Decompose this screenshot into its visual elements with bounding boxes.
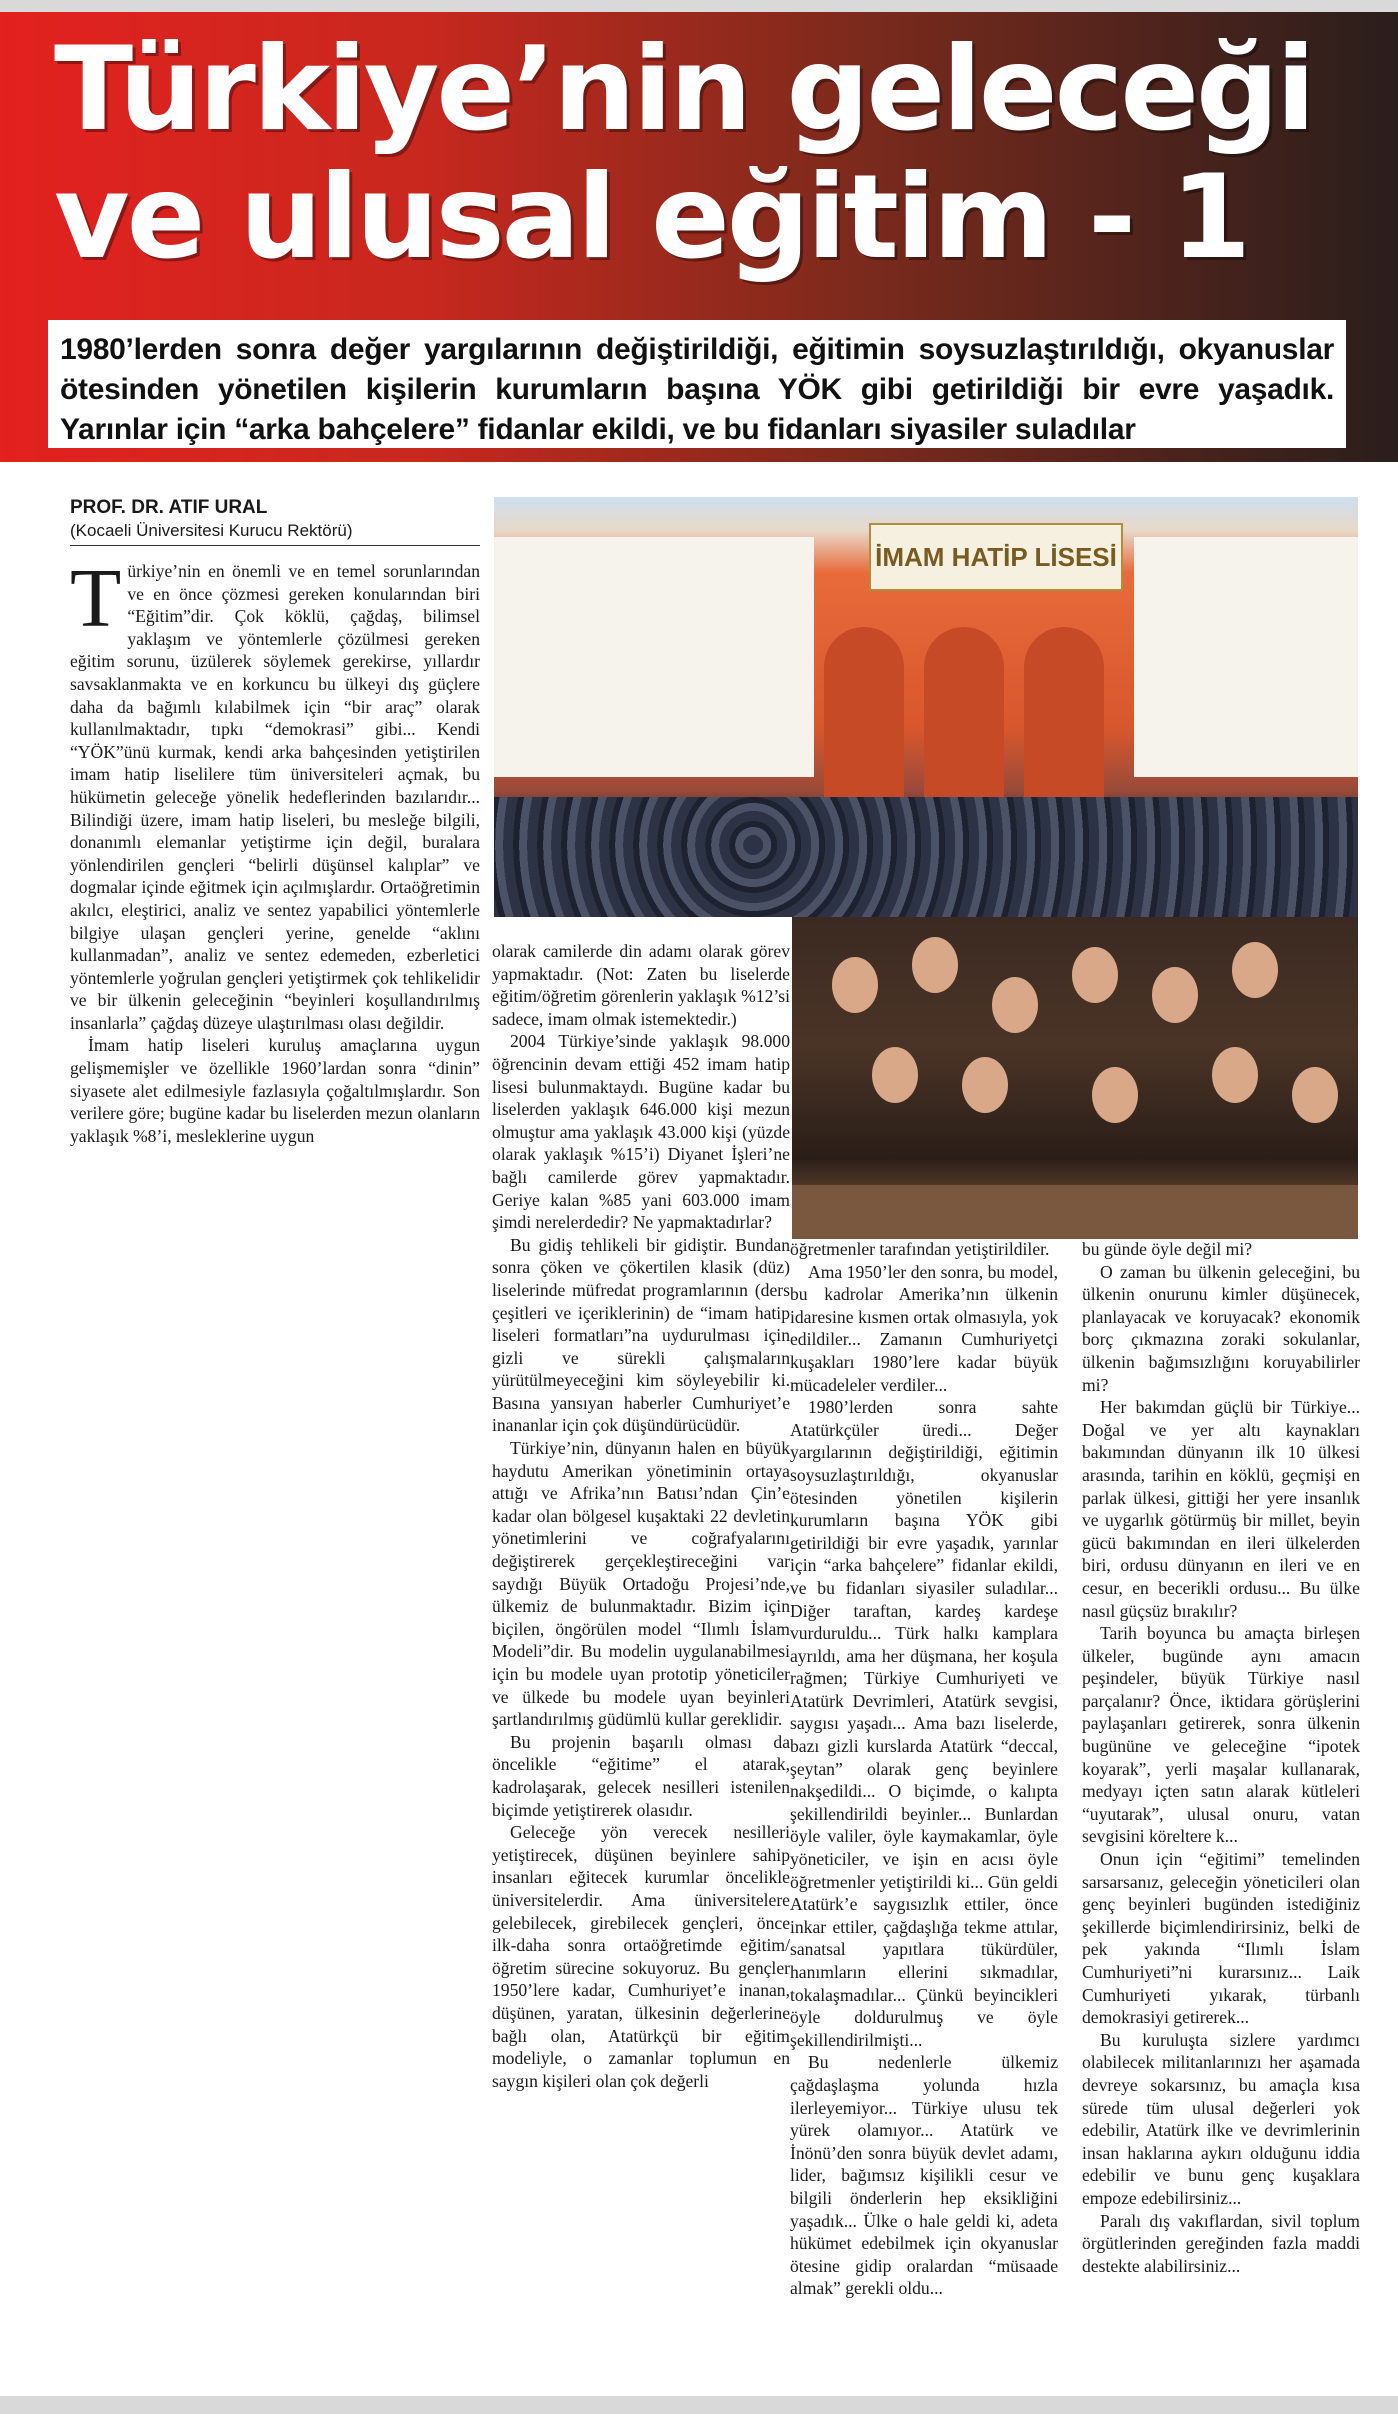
paragraph: olarak camilerde din adamı olarak görev yapmaktadır. (Not: Zaten bu liselerde eğitim/öğretim görenlerin yaklaşık %12’si sadece, imam olmak istemektedir.) xyxy=(492,941,790,1029)
person-face xyxy=(832,957,878,1013)
paragraph: Paralı dış vakıflardan, sivil toplum örgütlerinden gereğinden fazla maddi destekte alabilirsiniz... xyxy=(1082,2210,1360,2276)
paragraph: 1980’lerden sonra sahte Atatürkçüler üredi... Değer yargılarının değiştirildiği, eğitimin soysuzlaştırıldığı, okyanuslar ötesinden yönetilen kişilerin kurumların başına YÖK gibi getirildiği bir evre yaşadık, yarınlar için “arka bahçelere” fidanlar ekildi, ve bu fidanları siyasiler suladılar... Diğer taraftan, kardeş kardeşe vurduruldu... Türk halkı kamplara ayrıldı, ama her düşmana, her koşula rağmen; Türkiye Cumhuriyeti ve Atatürk Devrimleri, Atatürk sevgisi, saygısı yaşadı... Ama bazı liselerde, bazı gizli kurslarda Atatürk “deccal, şeytan” olarak genç beyinlere nakşedildi... O biçimde, o kalıpta şekillendirildi beyinler... Bunlardan öyle valiler, öyle kaymakamlar, öyle yöneticiler, ve işin en acısı öyle öğretmenler yetiştirildi ki... Gün geldi Atatürk’e saygısızlık ettiler, önce inkar ettiler, çağdaşlığa tekme attılar, sanatsal yapıtlara tükürdüler, hanımların ellerini sıkmadılar, tokalaşmadılar... Çünkü beyincikleri öyle doldurulmuş ve öyle şekillendirilmişti... xyxy=(790,1397,1058,2050)
paragraph: İmam hatip liseleri kuruluş amaçlarına uygun gelişmemişler ve özellikle 1960’lardan sonra “dinin” siyasete alet edilmesiyle fazlasıyla çoğaltılmışlardır. Son verilere göre; bugüne kadar bu liselerden mezun olanların yaklaşık %8’i, mesleklerine uygun xyxy=(70,1035,480,1146)
paragraph: Geleceğe yön verecek nesilleri yetiştirecek, düşünen beyinlere sahip insanları eğitecek kurumlar öncelikle üniversitelerdir. Ama üniversitelere gelebilecek, girebilecek gençleri, önce ilk-daha sonra ortaöğretimde eğitim/öğretim sürecine sokuyoruz. Bu gençler 1950’lere kadar, Cumhuriyet’e inanan, düşünen, yaratan, ülkesinin değerlerine bağlı olan, Atatürkçü bir eğitim modeliyle, o zamanlar toplumun en saygın kişileri olan çok değerli xyxy=(492,1822,790,2091)
school-building-photo xyxy=(494,497,1358,917)
author-affiliation: (Kocaeli Üniversitesi Kurucu Rektörü) xyxy=(70,521,353,540)
paragraph: öğretmenler tarafından yetiştirildiler. xyxy=(790,1239,1050,1259)
paragraph: Her bakımdan güçlü bir Türkiye... Doğal ve yer altı kaynakları bakımından dünyanın ilk 10 ülkesi arasında, tarihin en köklü, geçmişi en parlak ülkesi, gittiği her yere insanlık ve uygarlık götürmüş bir millet, beyin gücü bakımından en ileri ülkelerden biri, ordusu dünyanın en ileri ve en cesur, en becerikli ordusu... Bu ülke nasıl güçsüz bırakılır? xyxy=(1082,1397,1360,1621)
article-column-2 xyxy=(492,940,790,2092)
paragraph: Tarih boyunca bu amaçta birleşen ülkeler, bugünde aynı amacın peşindeler, büyük Türkiye nasıl parçalanır? Önce, iktidara görüşlerini paylaşanları getirerek, sonra ülkenin bugününe ve geleceğine “ipotek koyarak”, yerli maşalar kullanarak, medyayı içten satın alarak kütleleri “uyutarak”, ulusal onuru, vatan sevgisini köreltere k... xyxy=(1082,1623,1360,1847)
headline-line-2: ve ulusal eğitim - 1 xyxy=(54,150,1249,285)
paragraph: Onun için “eğitimi” temelinden sarsarsanız, geleceğin yöneticileri olan genç beyinleri bugünden istediğiniz şekillerde biçimlendirirsiniz, belki de pek yakında “Ilımlı İslam Cumhuriyeti”ni kurarsınız... Laik Cumhuriyeti yıkarak, türbanlı demokrasiyi getirerek... xyxy=(1082,1849,1360,2028)
person-face xyxy=(1092,1067,1138,1123)
top-strip xyxy=(0,0,1398,12)
headline-line-1: Türkiye’nin geleceği xyxy=(54,22,1313,157)
crowd xyxy=(494,797,1358,917)
drop-cap: T xyxy=(70,552,122,645)
byline-rule xyxy=(70,545,480,546)
byline xyxy=(70,497,480,546)
school-sign: İMAM HATİP LİSESİ xyxy=(869,523,1123,591)
article-column-1 xyxy=(70,552,480,1147)
paragraph: bu günde öyle değil mi? xyxy=(1082,1239,1253,1259)
building-wall xyxy=(1134,537,1358,777)
person-face xyxy=(872,1047,918,1103)
person-face xyxy=(992,977,1038,1033)
paragraph: Bu projenin başarılı olması da öncelikle “eğitime” el atarak, kadrolaşarak, gelecek nesilleri istenilen biçimde yetiştirerek olasıdır. xyxy=(492,1731,790,1820)
paragraph: 2004 Türkiye’sinde yaklaşık 98.000 öğrencinin devam ettiği 452 imam hatip lisesi bulunmaktaydı. Bugüne kadar bu liselerden yaklaşık 646.000 kişi mezun olmuştur ama yaklaşık 43.000 kişi (yüzde olarak yaklaşık %15’i) Diyanet İşleri’ne bağlı camilerde görev yapmaktadır. Geriye kalan %85 yani 603.000 imam şimdi nerelerdedir? Ne yapmaktadırlar? xyxy=(492,1031,790,1233)
paragraph: Ama 1950’ler den sonra, bu model, bu kadrolar Amerika’nın ülkenin idaresine kısmen ortak olmasıyla, yok edildiler... Zamanın Cumhuriyetçi kuşakları 1980’lere kadar büyük mücadeleler verdiler... xyxy=(790,1261,1058,1395)
footer-strip xyxy=(0,2396,1398,2414)
paragraph: Bu gidiş tehlikeli bir gidiştir. Bundan sonra çöken ve çökertilen klasik (düz) liselerinde müfredat programlarının (ders çeşitleri ve içeriklerinin) de “imam hatip liseleri formatları”na uydurulması için gizli ve sürekli çalışmaların yürütülmeyeceğini kim söyleyebilir ki. Basına yansıyan haberler Cumhuriyet’e inananlar için çok düşündürücüdür. xyxy=(492,1234,790,1436)
person-face xyxy=(962,1057,1008,1113)
bench-rail xyxy=(792,1185,1358,1239)
person-face xyxy=(1152,967,1198,1023)
person-face xyxy=(1292,1067,1338,1123)
author-name: PROF. DR. ATIF URAL xyxy=(70,497,268,518)
person-face xyxy=(1072,947,1118,1003)
deck-summary: 1980’lerden sonra değer yargılarının değiştirildiği, eğitimin soysuzlaştırıldığı, okyanuslar ötesinden yönetilen kişilerin kurumların başına YÖK gibi getirildiği bir evre yaşadık. Yarınlar için “arka bahçelere” fidanlar ekildi, ve bu fidanları siyasiler suladılar xyxy=(48,320,1346,448)
person-face xyxy=(912,937,958,993)
paragraph: O zaman bu ülkenin geleceğini, bu ülkenin onurunu kimler düşünecek, planlayacak ve koruyacak? ekonomik borç çıkmazına zoraki sokulanlar, ülkenin bağımsızlığını koruyabilirler mi? xyxy=(1082,1261,1360,1395)
person-face xyxy=(1232,942,1278,998)
historic-classroom-photo xyxy=(792,917,1358,1239)
paragraph: Türkiye’nin, dünyanın halen en büyük haydutu Amerikan yönetiminin ortaya attığı ve Afrika’nın Batısı’ndan Çin’e kadar olan bölgesel kuşaktaki 22 devletin yönetimlerini ve coğrafyalarını değiştirerek gerçekleştireceğini var saydığı Büyük Ortadoğu Projesi’nde, ülkemiz de bulunmaktadır. Bizim için biçilen, öngörülen model “Ilımlı İslam Modeli”dir. Bu modelin uygulanabilmesi için bu modele uyan prototip yöneticiler ve ülkede bu modele uyan beyinleri şartlandırılmış güdümlü kullar gereklidir. xyxy=(492,1438,790,1730)
paragraph: ürkiye’nin en önemli ve en temel sorunlarından ve en önce çözmesi gereken konularından biri “Eğitim”dir. Çok köklü, çağdaş, bilimsel yaklaşım ve yöntemlerle çözülmesi gereken eğitim sorunu, üzülerek söylemek gerekirse, yıllardır savsaklanmakta ve en korkuncu bu ülkeyi dış güçlere daha da bağımlı kılabilmek için “bir araç” olarak kullanılmaktadır, tıpkı “demokrasi” gibi... Kendi “YÖK”ünü kurmak, kendi arka bahçesinden yetiştirilen imam hatip liselilere tüm üniversiteleri açmak, bu hükümetin geleceğe yönelik hedeflerinden bazılarıdır... Bilindiği üzere, imam hatip liseleri, bu mesleğe bilgili, donanımlı elemanlar yetiştirme için değil, buralara yönlendirilen gençleri “belirli düşünsel kalıplar” ve dogmalar içinde eğitmek için açılmışlardır. Ortaöğretimin akılcı, eleştirici, analiz ve sentez yapabilici yöntemlerle bilgiye ulaşan gençleri yerine, genelde “aklını kullanmadan”, analiz ve sentez edemeden, ezberletici yöntemlerle yoğrulan gençleri yetiştirmek çok tehlikelidir ve bir ülkenin geleceğinin “beyinleri koşullandırılmış insanlarla” çağdaş düzeye ulaştırılması olası değildir. xyxy=(70,561,480,1033)
headline xyxy=(54,22,1374,285)
article-column-4 xyxy=(1082,1238,1360,2277)
person-face xyxy=(1212,1047,1258,1103)
article-column-3 xyxy=(790,1238,1058,2300)
paragraph: Bu nedenlerle ülkemiz çağdaşlaşma yolunda hızla ilerleyemiyor... Türkiye ulusu tek yürek olamıyor... Atatürk ve İnönü’den sonra büyük devlet adamı, lider, bağımsız kişilikli cesur ve bilgili önderlerin hep eksikliğini yaşadık... Ülke o hale geldi ki, adeta hükümet edebilmek için okyanuslar ötesine gidip oralardan “müsaade almak” gerekli oldu... xyxy=(790,2052,1058,2299)
paragraph: Bu kuruluşta sizlere yardımcı olabilecek militanlarınızı her aşamada devreye sokarsınız, bu amaçla kısa sürede tüm ulusal değerleri yok edebilir, Atatürk ilke ve devrimlerinin insan haklarına aykırı olduğunu iddia edebilir ve bunu genç kuşaklara empoze edebilirsiniz... xyxy=(1082,2029,1360,2208)
building-wall xyxy=(494,537,814,777)
